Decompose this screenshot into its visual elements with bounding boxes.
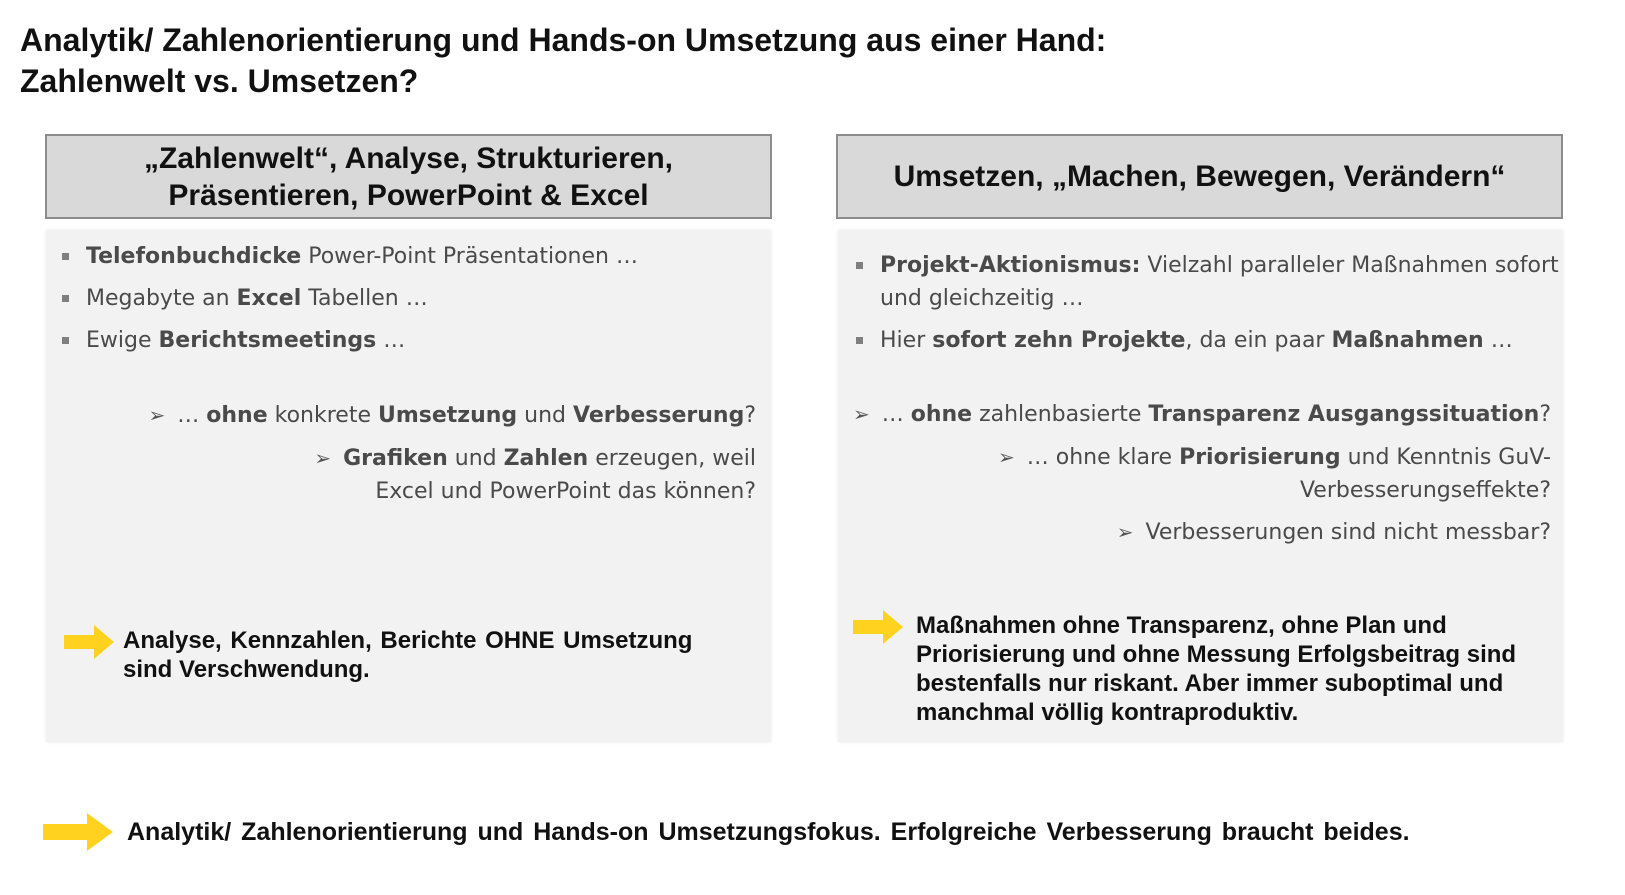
right-conclusion-line-1: Maßnahmen ohne Transparenz, ohne Plan und (916, 612, 1447, 639)
left-bullet-1-text: Power-Point Präsentationen … (301, 244, 638, 269)
left-header-line-2: Präsentieren, PowerPoint & Excel (168, 178, 649, 212)
left-sub-2-line-2: Excel und PowerPoint das können? (375, 479, 756, 504)
square-bullet-icon (62, 337, 69, 344)
left-conclusion (123, 626, 723, 684)
right-header-text: Umsetzen, „Machen, Bewegen, Verändern“ (893, 160, 1506, 193)
left-sub-1-post: ? (744, 403, 756, 428)
left-bullet-3-pre: Ewige (86, 328, 159, 353)
left-sub-1-b2: Umsetzung (377, 403, 518, 428)
title-line-1: Analytik/ Zahlenorientierung und Hands-on Umsetzung aus einer Hand: (20, 22, 1107, 58)
title-line-2: Zahlenwelt vs. Umsetzen? (20, 63, 419, 99)
right-sub-2-m1: und Kenntnis GuV- (1340, 445, 1551, 470)
right-sub-1-b1: ohne (910, 402, 973, 427)
left-sub-1-m2: und (517, 403, 574, 428)
square-bullet-icon (62, 253, 69, 260)
left-sub-2-b1: Grafiken (343, 446, 448, 471)
square-bullet-icon (62, 295, 69, 302)
left-bullet-1-bold: Telefonbuchdicke (86, 244, 302, 269)
left-bullet-3-bold: Berichtsmeetings (158, 328, 377, 353)
arrowhead-icon: ➢ (998, 445, 1015, 469)
arrowhead-icon: ➢ (314, 446, 332, 470)
left-sub-1-b1: ohne (206, 403, 268, 428)
left-sub-1-pre: … (177, 403, 207, 428)
left-bullet-2-pre: Megabyte an (86, 286, 237, 311)
square-bullet-icon (856, 262, 863, 269)
right-conclusion-line-2: Priorisierung und ohne Messung Erfolgsbeitrag sind (916, 641, 1517, 668)
right-sub-2 (998, 441, 1551, 507)
square-bullet-icon (856, 337, 863, 344)
left-sub-1-m1: konkrete (267, 403, 378, 428)
left-column-body (46, 230, 771, 742)
yellow-arrow-icon (64, 625, 114, 659)
right-sub-2-b1: Priorisierung (1179, 445, 1341, 470)
right-column-body (838, 230, 1563, 742)
arrowhead-icon: ➢ (852, 402, 870, 426)
left-conclusion-line-1: Analyse, Kennzahlen, Berichte OHNE Umsetzung (123, 627, 693, 654)
right-sub-2-line-2: Verbesserungseffekte? (1299, 478, 1551, 503)
left-bullet-3-post: … (376, 328, 406, 353)
right-bullet-2-mid: , da ein paar (1185, 328, 1332, 353)
right-conclusion (916, 611, 1556, 727)
right-sub-1-post: ? (1539, 402, 1551, 427)
left-bullet-2-bold: Excel (236, 286, 302, 311)
right-bullet-1-line-2: und gleichzeitig … (880, 286, 1084, 311)
right-bullet-2-b1: sofort zehn Projekte (932, 328, 1186, 353)
arrowhead-icon: ➢ (148, 403, 166, 427)
right-sub-1-pre: … (881, 402, 911, 427)
right-sub-1-b2: Transparenz Ausgangssituation (1148, 402, 1540, 427)
right-sub-3 (1117, 516, 1551, 549)
page-title (20, 20, 1106, 102)
right-sub-3-text: Verbesserungen sind nicht messbar? (1145, 520, 1551, 545)
right-bullet-2-pre: Hier (880, 328, 933, 353)
left-sub-2-b2: Zahlen (503, 446, 589, 471)
right-conclusion-line-3: bestenfalls nur riskant. Aber immer suboptimal und (916, 670, 1504, 697)
left-bullet-2-post: Tabellen … (301, 286, 428, 311)
right-sub-1 (853, 398, 1551, 431)
right-bullet-1-bold: Projekt-Aktionismus: (880, 253, 1141, 278)
left-header-line-1: „Zahlenwelt“, Analyse, Strukturieren, (143, 141, 674, 175)
right-sub-1-m1: zahlenbasierte (972, 402, 1149, 427)
left-column-header (45, 134, 772, 219)
right-conclusion-line-4: manchmal völlig kontraproduktiv. (916, 699, 1299, 726)
arrowhead-icon: ➢ (1116, 520, 1134, 544)
left-sub-2 (314, 442, 756, 508)
left-conclusion-line-2: sind Verschwendung. (123, 656, 370, 683)
right-bullet-2-post: … (1483, 328, 1513, 353)
right-bullet-1-text: Vielzahl paralleler Maßnahmen sofort (1140, 253, 1559, 278)
left-sub-2-m1: und (447, 446, 504, 471)
right-bullet-2-b2: Maßnahmen (1331, 328, 1484, 353)
final-statement: Analytik/ Zahlenorientierung und Hands-on Umsetzungsfokus. Erfolgreiche Verbesserung braucht beides. (127, 818, 1410, 846)
yellow-arrow-icon (853, 610, 903, 644)
left-sub-2-m2: erzeugen, weil (588, 446, 756, 471)
left-sub-1 (149, 399, 757, 432)
left-sub-1-b3: Verbesserung (573, 403, 745, 428)
right-column-header (836, 134, 1563, 219)
yellow-arrow-icon (43, 813, 113, 851)
right-sub-2-pre: … ohne klare (1026, 445, 1180, 470)
